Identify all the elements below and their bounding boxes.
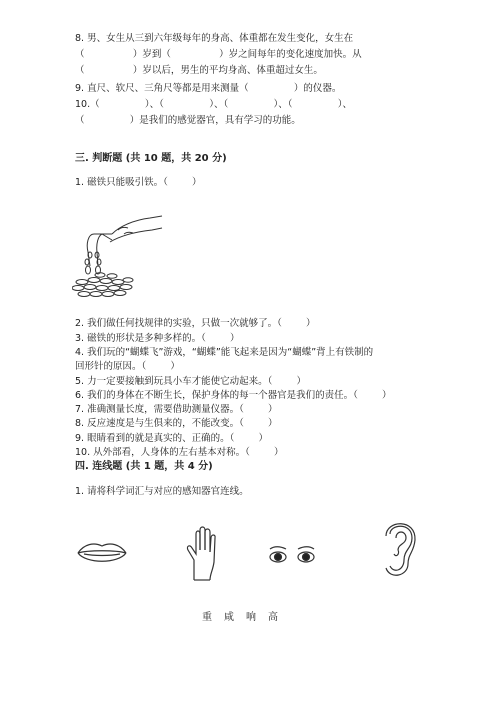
judgment-question-9: 9. 眼睛看到的就是真实的、正确的。（ ） bbox=[75, 433, 268, 444]
judgment-question-7: 7. 准确测量长度，需要借助测量仪器。（ ） bbox=[75, 404, 278, 415]
question-8-line-2: （ ）岁到（ ）岁之间每年的变化速度加快。从 bbox=[75, 49, 362, 60]
judgment-question-6: 6. 我们的身体在不断生长，保护身体的每一个器官是我们的责任。（ ） bbox=[75, 390, 392, 401]
question-10-line-2: （ ）是我们的感觉器官，具有学习的功能。 bbox=[75, 115, 301, 126]
magnet-attracting-clips-illustration bbox=[72, 204, 164, 300]
word-salty[interactable]: 咸 bbox=[224, 612, 234, 623]
section-heading-judgment: 三. 判断题 (共 10 题，共 20 分) bbox=[75, 153, 227, 164]
matching-question-1: 1. 请将科学词汇与对应的感知器官连线。 bbox=[75, 486, 249, 497]
mouth-icon bbox=[76, 540, 128, 566]
word-tall[interactable]: 高 bbox=[268, 612, 278, 623]
judgment-question-5: 5. 力一定要接触到玩具小车才能使它动起来。（ ） bbox=[75, 376, 306, 387]
ear-icon bbox=[382, 520, 416, 578]
hand-icon bbox=[184, 526, 224, 582]
judgment-question-10: 10. 从外部看，人身体的左右基本对称。（ ） bbox=[75, 447, 284, 458]
question-10-line-1: 10.（ ）、（ ）、（ ）、（ ）、 bbox=[75, 99, 353, 110]
eyes-icon bbox=[268, 546, 316, 564]
question-8-line-1: 8. 男、女生从三到六年级每年的身高、体重都在发生变化，女生在 bbox=[75, 33, 354, 44]
question-9-line: 9. 直尺、软尺、三角尺等都是用来测量（ ）的仪器。 bbox=[75, 83, 342, 94]
section-heading-matching: 四. 连线题 (共 1 题，共 4 分) bbox=[75, 461, 213, 472]
judgment-question-4-line-1: 4. 我们玩的“蝴蝶飞”游戏，“蝴蝶”能飞起来是因为“蝴蝶”背上有铁制的 bbox=[75, 347, 374, 358]
word-loud[interactable]: 响 bbox=[246, 612, 256, 623]
question-8-line-3: （ ）岁以后，男生的平均身高、体重超过女生。 bbox=[75, 65, 323, 76]
word-heavy[interactable]: 重 bbox=[202, 612, 212, 623]
matching-words-row bbox=[196, 608, 284, 623]
judgment-question-3: 3. 磁铁的形状是多种多样的。（ ） bbox=[75, 333, 240, 344]
judgment-question-4-line-2: 回形针的原因。（ ） bbox=[75, 361, 180, 372]
judgment-question-8: 8. 反应速度是与生俱来的，不能改变。（ ） bbox=[75, 418, 278, 429]
judgment-question-2: 2. 我们做任何找规律的实验，只做一次就够了。（ ） bbox=[75, 318, 316, 329]
judgment-question-1: 1. 磁铁只能吸引铁。（ ） bbox=[75, 177, 202, 188]
